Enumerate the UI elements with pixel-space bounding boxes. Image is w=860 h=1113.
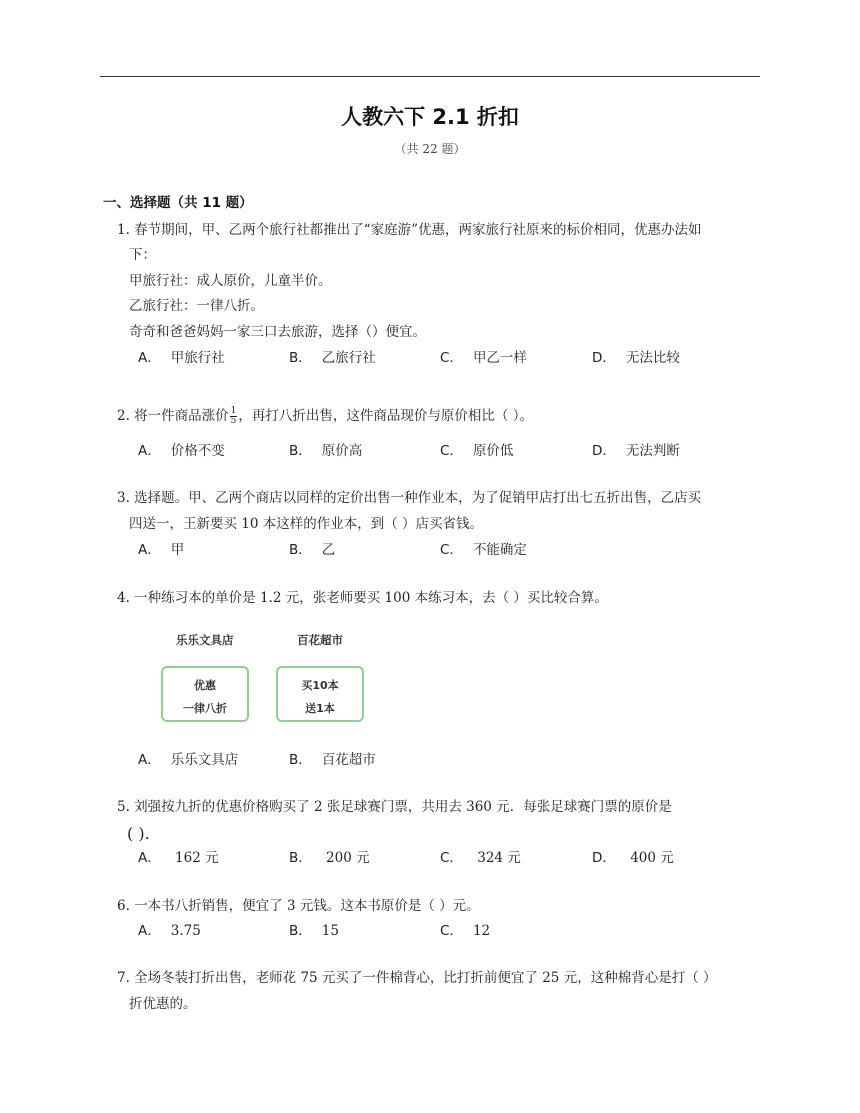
q7-line-2: 折优惠的。 — [129, 996, 197, 1012]
q1-line-4: 乙旅行社：一律八折。 — [129, 298, 264, 314]
store-2-sign — [276, 666, 364, 722]
store-1-sign — [161, 666, 249, 722]
q5-line-1: 5. 刘强按九折的优惠价格购买了 2 张足球赛门票，共用去 360 元．每张足球赛门票的原价是 — [117, 799, 672, 815]
page-title: 人教六下 2.1 折扣 — [341, 105, 519, 129]
top-rule — [100, 76, 760, 77]
q6-option-b[interactable]: B． 15 — [289, 923, 339, 939]
fraction: $\frac{1}{5}$ — [230, 406, 237, 426]
q4-option-b[interactable]: B． 百花超市 — [289, 752, 376, 768]
q3-line-2: 四送一，王新要买 10 本这样的作业本，到（ ）店买省钱。 — [129, 516, 484, 532]
store-1-line-1: 优惠 — [194, 679, 216, 692]
q1-option-d[interactable]: D． 无法比较 — [592, 350, 680, 366]
q1-line-3: 甲旅行社：成人原价，儿童半价。 — [129, 273, 332, 289]
q3-option-a[interactable]: A． 甲 — [138, 542, 185, 558]
q1-option-a[interactable]: A． 甲旅行社 — [138, 350, 225, 366]
q6-option-a[interactable]: A． 3.75 — [138, 923, 201, 939]
q5-option-b[interactable]: B． 200 元 — [289, 850, 370, 866]
q2-option-b[interactable]: B． 原价高 — [289, 443, 363, 459]
page-subtitle: （共 22 题） — [394, 142, 466, 156]
q1-option-c[interactable]: C． 甲乙一样 — [440, 350, 527, 366]
q3-option-c[interactable]: C． 不能确定 — [440, 542, 527, 558]
q1-line-2: 下： — [129, 247, 156, 263]
q4-option-a[interactable]: A． 乐乐文具店 — [138, 752, 239, 768]
store-2-line-2: 送1本 — [305, 702, 335, 715]
q3-option-b[interactable]: B． 乙 — [289, 542, 336, 558]
store-1-name: 乐乐文具店 — [176, 633, 234, 647]
q6-line-1: 6. 一本书八折销售，便宜了 3 元钱。这本书原价是（ ）元。 — [117, 898, 480, 914]
q5-line-2: ( ). — [127, 824, 150, 843]
q3-line-1: 3. 选择题。甲、乙两个商店以同样的定价出售一种作业本，为了促销甲店打出七五折出售，乙店买 — [117, 490, 702, 506]
q5-option-a[interactable]: A． 162 元 — [138, 850, 219, 866]
q2-line-1: 2. 将一件商品涨价 $\frac{1}{5}$ ，再打八折出售，这件商品现价与原价相比（ ）。 — [117, 406, 533, 426]
q7-line-1: 7. 全场冬装打折出售，老师花 75 元买了一件棉背心，比打折前便宜了 25 元，这种棉背心是打（ ） — [117, 970, 717, 986]
q2-option-d[interactable]: D． 无法判断 — [592, 443, 680, 459]
q2-option-a[interactable]: A． 价格不变 — [138, 443, 225, 459]
q4-line-1: 4. 一种练习本的单价是 1.2 元，张老师要买 100 本练习本，去（ ）买比较合算。 — [117, 590, 608, 606]
section-heading: 一、选择题（共 11 题） — [103, 195, 253, 211]
q1-line-5: 奇奇和爸爸妈妈一家三口去旅游，选择（）便宜。 — [129, 324, 426, 340]
store-2-name: 百花超市 — [297, 633, 343, 647]
store-2-line-1: 买10本 — [301, 679, 339, 692]
q1-option-b[interactable]: B． 乙旅行社 — [289, 350, 376, 366]
q1-line-1: 1. 春节期间，甲、乙两个旅行社都推出了“家庭游”优惠，两家旅行社原来的标价相同，优惠办法如 — [117, 222, 702, 238]
q2-option-c[interactable]: C． 原价低 — [440, 443, 514, 459]
q5-option-d[interactable]: D． 400 元 — [592, 850, 674, 866]
q5-option-c[interactable]: C． 324 元 — [440, 850, 521, 866]
store-1-line-2: 一律八折 — [183, 702, 227, 715]
q6-option-c[interactable]: C． 12 — [440, 923, 491, 939]
